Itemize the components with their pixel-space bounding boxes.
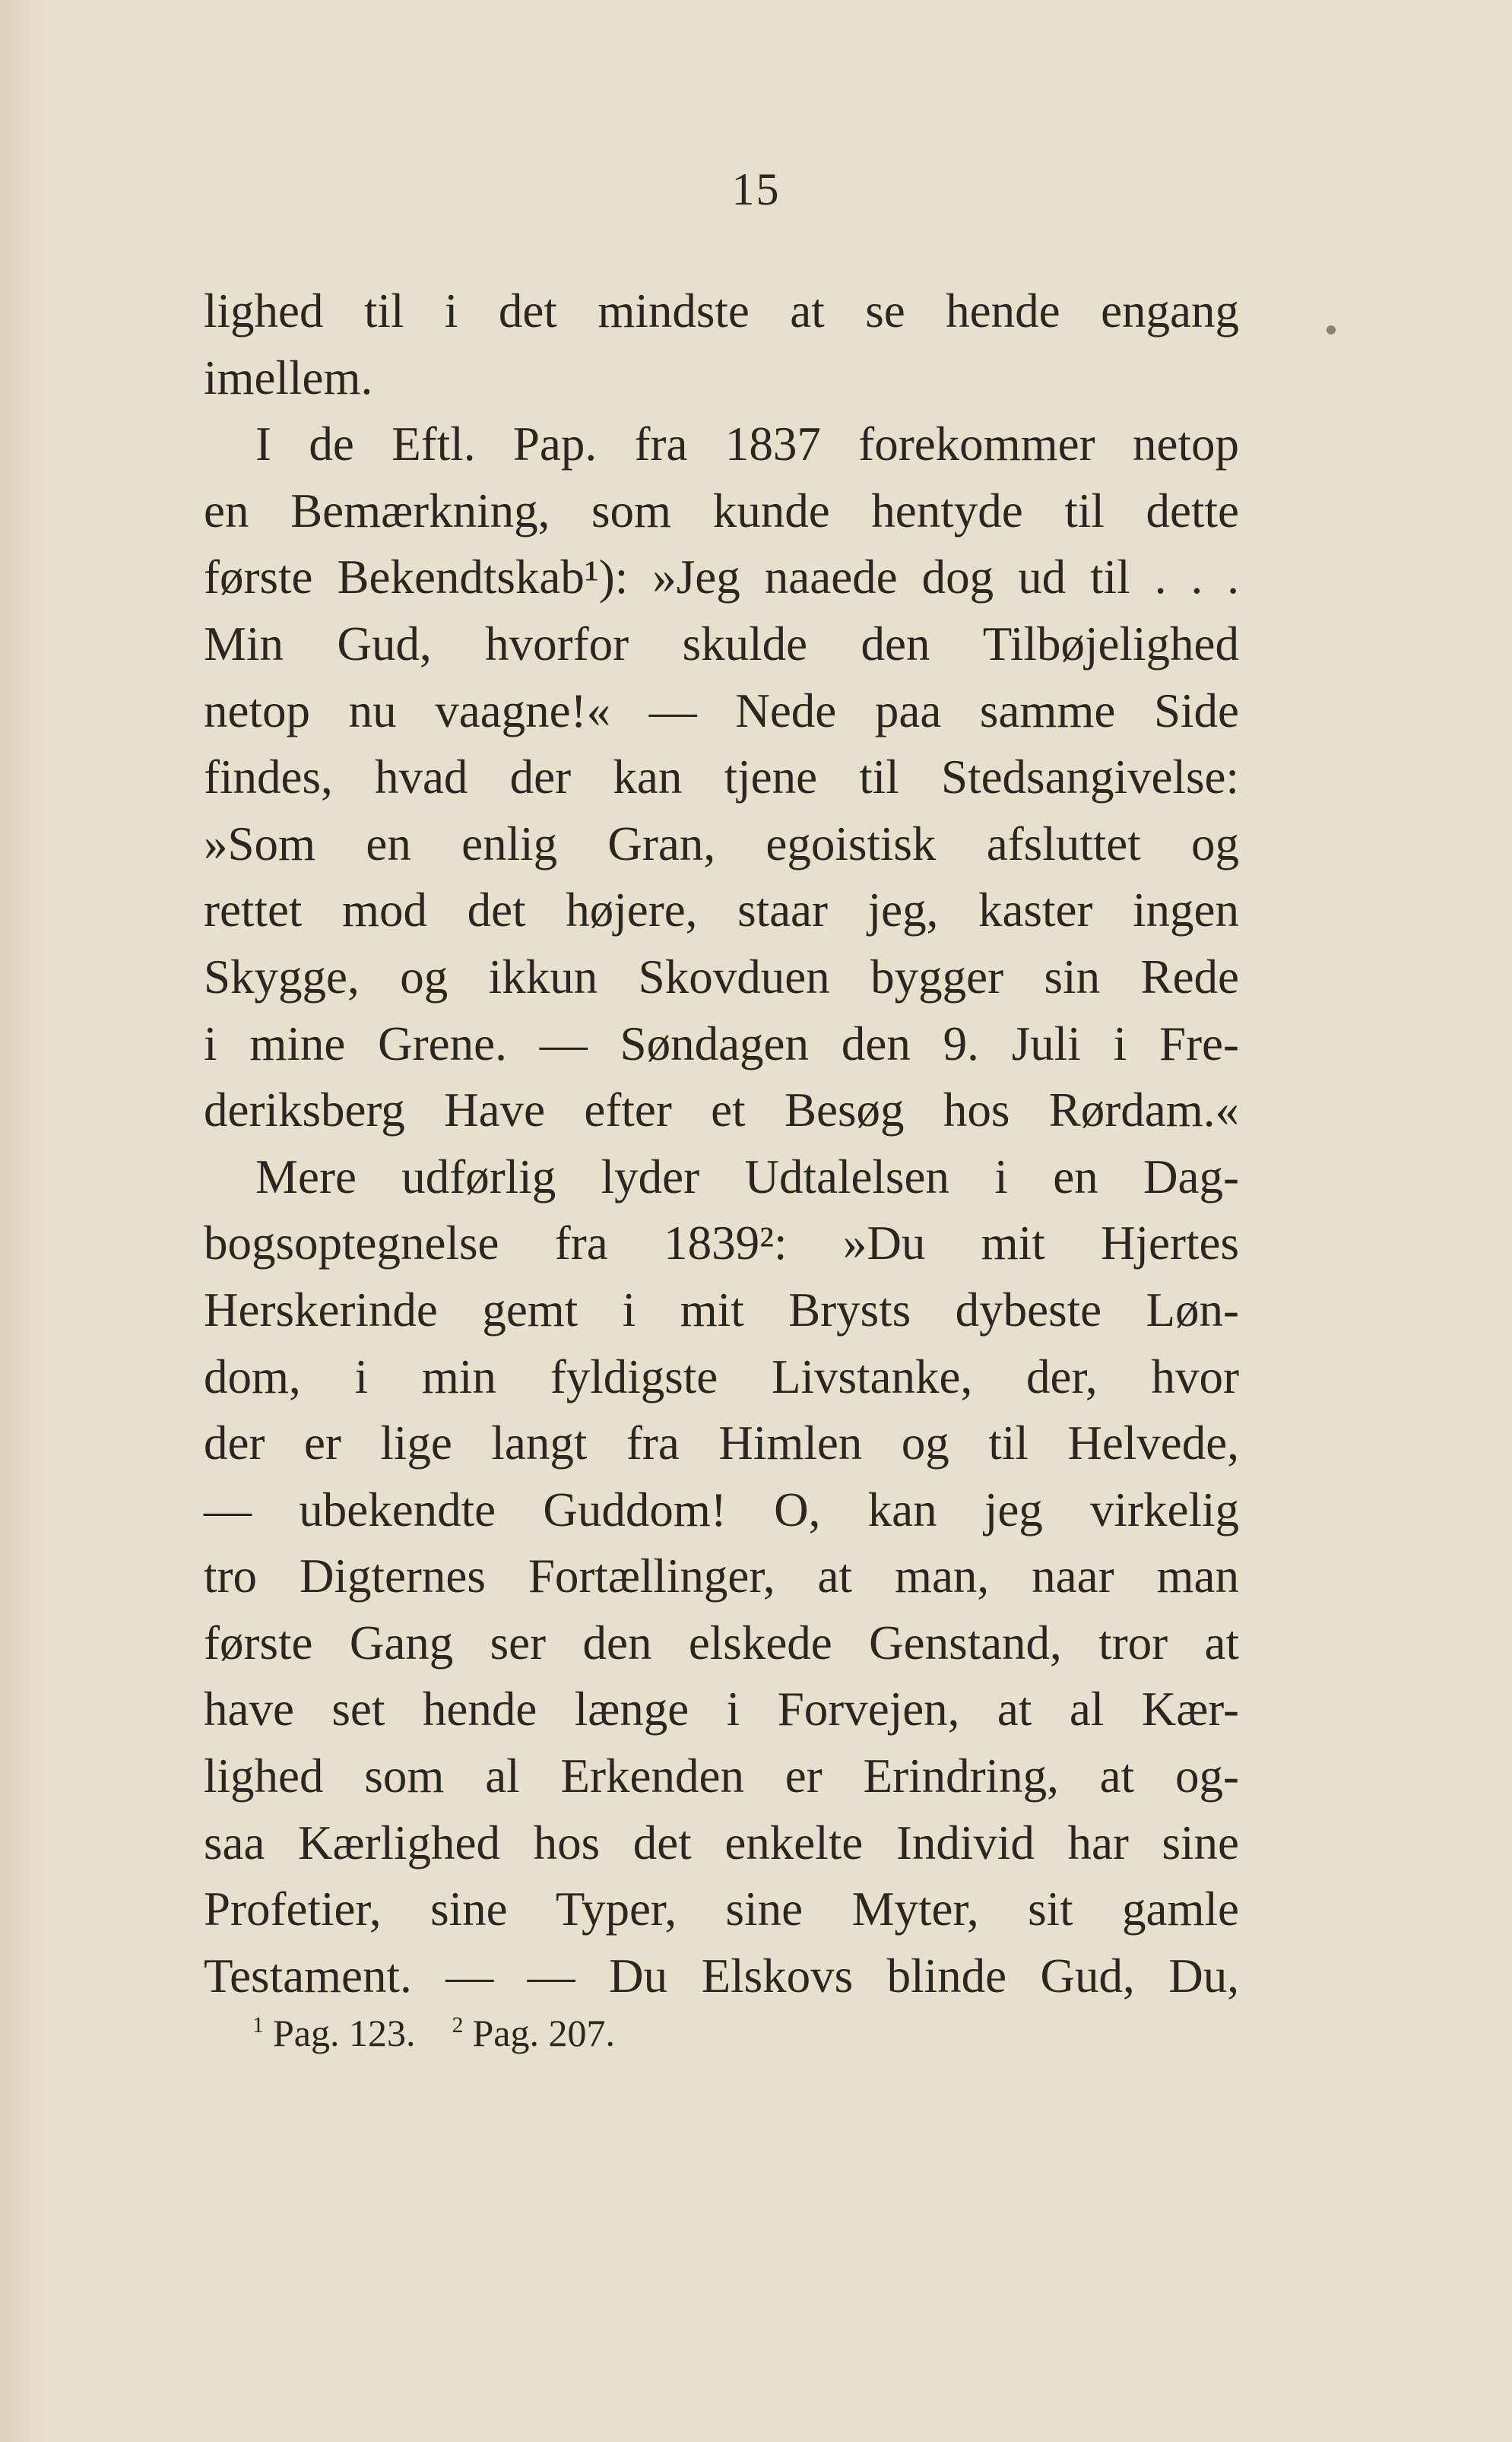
text-line: Herskerinde gemt i mit Brysts dybeste Løn-: [204, 1283, 1239, 1337]
footnote-text: Pag. 207.: [472, 2012, 615, 2054]
text-line: — ubekendte Guddom! O, kan jeg virkelig: [204, 1483, 1239, 1537]
text-line: Skygge, og ikkun Skovduen bygger sin Rede: [204, 950, 1239, 1004]
text-line: en Bemærkning, som kunde hentyde til dette: [204, 484, 1239, 538]
text-line: saa Kærlighed hos det enkelte Individ har sine: [204, 1816, 1239, 1870]
text-line: Testament. — — Du Elskovs blinde Gud, Du,: [204, 1949, 1239, 2003]
text-line: deriksberg Have efter et Besøg hos Rørdam.«: [204, 1083, 1239, 1137]
text-line: »Som en enlig Gran, egoistisk afsluttet og: [204, 817, 1239, 871]
text-line: findes, hvad der kan tjene til Stedsangivelse:: [204, 750, 1239, 804]
text-line: første Bekendtskab¹): »Jeg naaede dog ud til . . .: [204, 550, 1239, 604]
footnote-mark: 1: [252, 2012, 264, 2038]
text-line: dom, i min fyldigste Livstanke, der, hvor: [204, 1349, 1239, 1403]
text-line: Profetier, sine Typer, sine Myter, sit gamle: [204, 1882, 1239, 1936]
page-number: 15: [731, 164, 781, 214]
text-line: imellem.: [204, 350, 373, 404]
text-line: i mine Grene. — Søndagen den 9. Juli i Fre-: [204, 1016, 1239, 1070]
text-line: første Gang ser den elskede Genstand, tror at: [204, 1616, 1239, 1670]
ink-speck: [1327, 325, 1336, 335]
text-line: Min Gud, hvorfor skulde den Tilbøjelighed: [204, 617, 1239, 671]
text-line: der er lige langt fra Himlen og til Helvede,: [204, 1416, 1239, 1470]
text-line: bogsoptegnelse fra 1839²: »Du mit Hjertes: [204, 1216, 1239, 1270]
text-line: I de Eftl. Pap. fra 1837 forekommer netop: [255, 417, 1239, 471]
footnotes: [252, 2011, 615, 2055]
footnote-text: Pag. 123.: [273, 2012, 416, 2054]
footnote-mark: 2: [452, 2012, 464, 2038]
text-line: tro Digternes Fortællinger, at man, naar man: [204, 1549, 1239, 1603]
text-line: Mere udførlig lyder Udtalelsen i en Dag-: [255, 1150, 1239, 1204]
text-line: netop nu vaagne!« — Nede paa samme Side: [204, 683, 1239, 737]
text-line: have set hende længe i Forvejen, at al Kær-: [204, 1682, 1239, 1736]
text-line: rettet mod det højere, staar jeg, kaster ingen: [204, 883, 1239, 937]
text-line: lighed til i det mindste at se hende engang: [204, 284, 1239, 338]
text-line: lighed som al Erkenden er Erindring, at og-: [204, 1749, 1239, 1803]
body-text: [204, 278, 1239, 2009]
